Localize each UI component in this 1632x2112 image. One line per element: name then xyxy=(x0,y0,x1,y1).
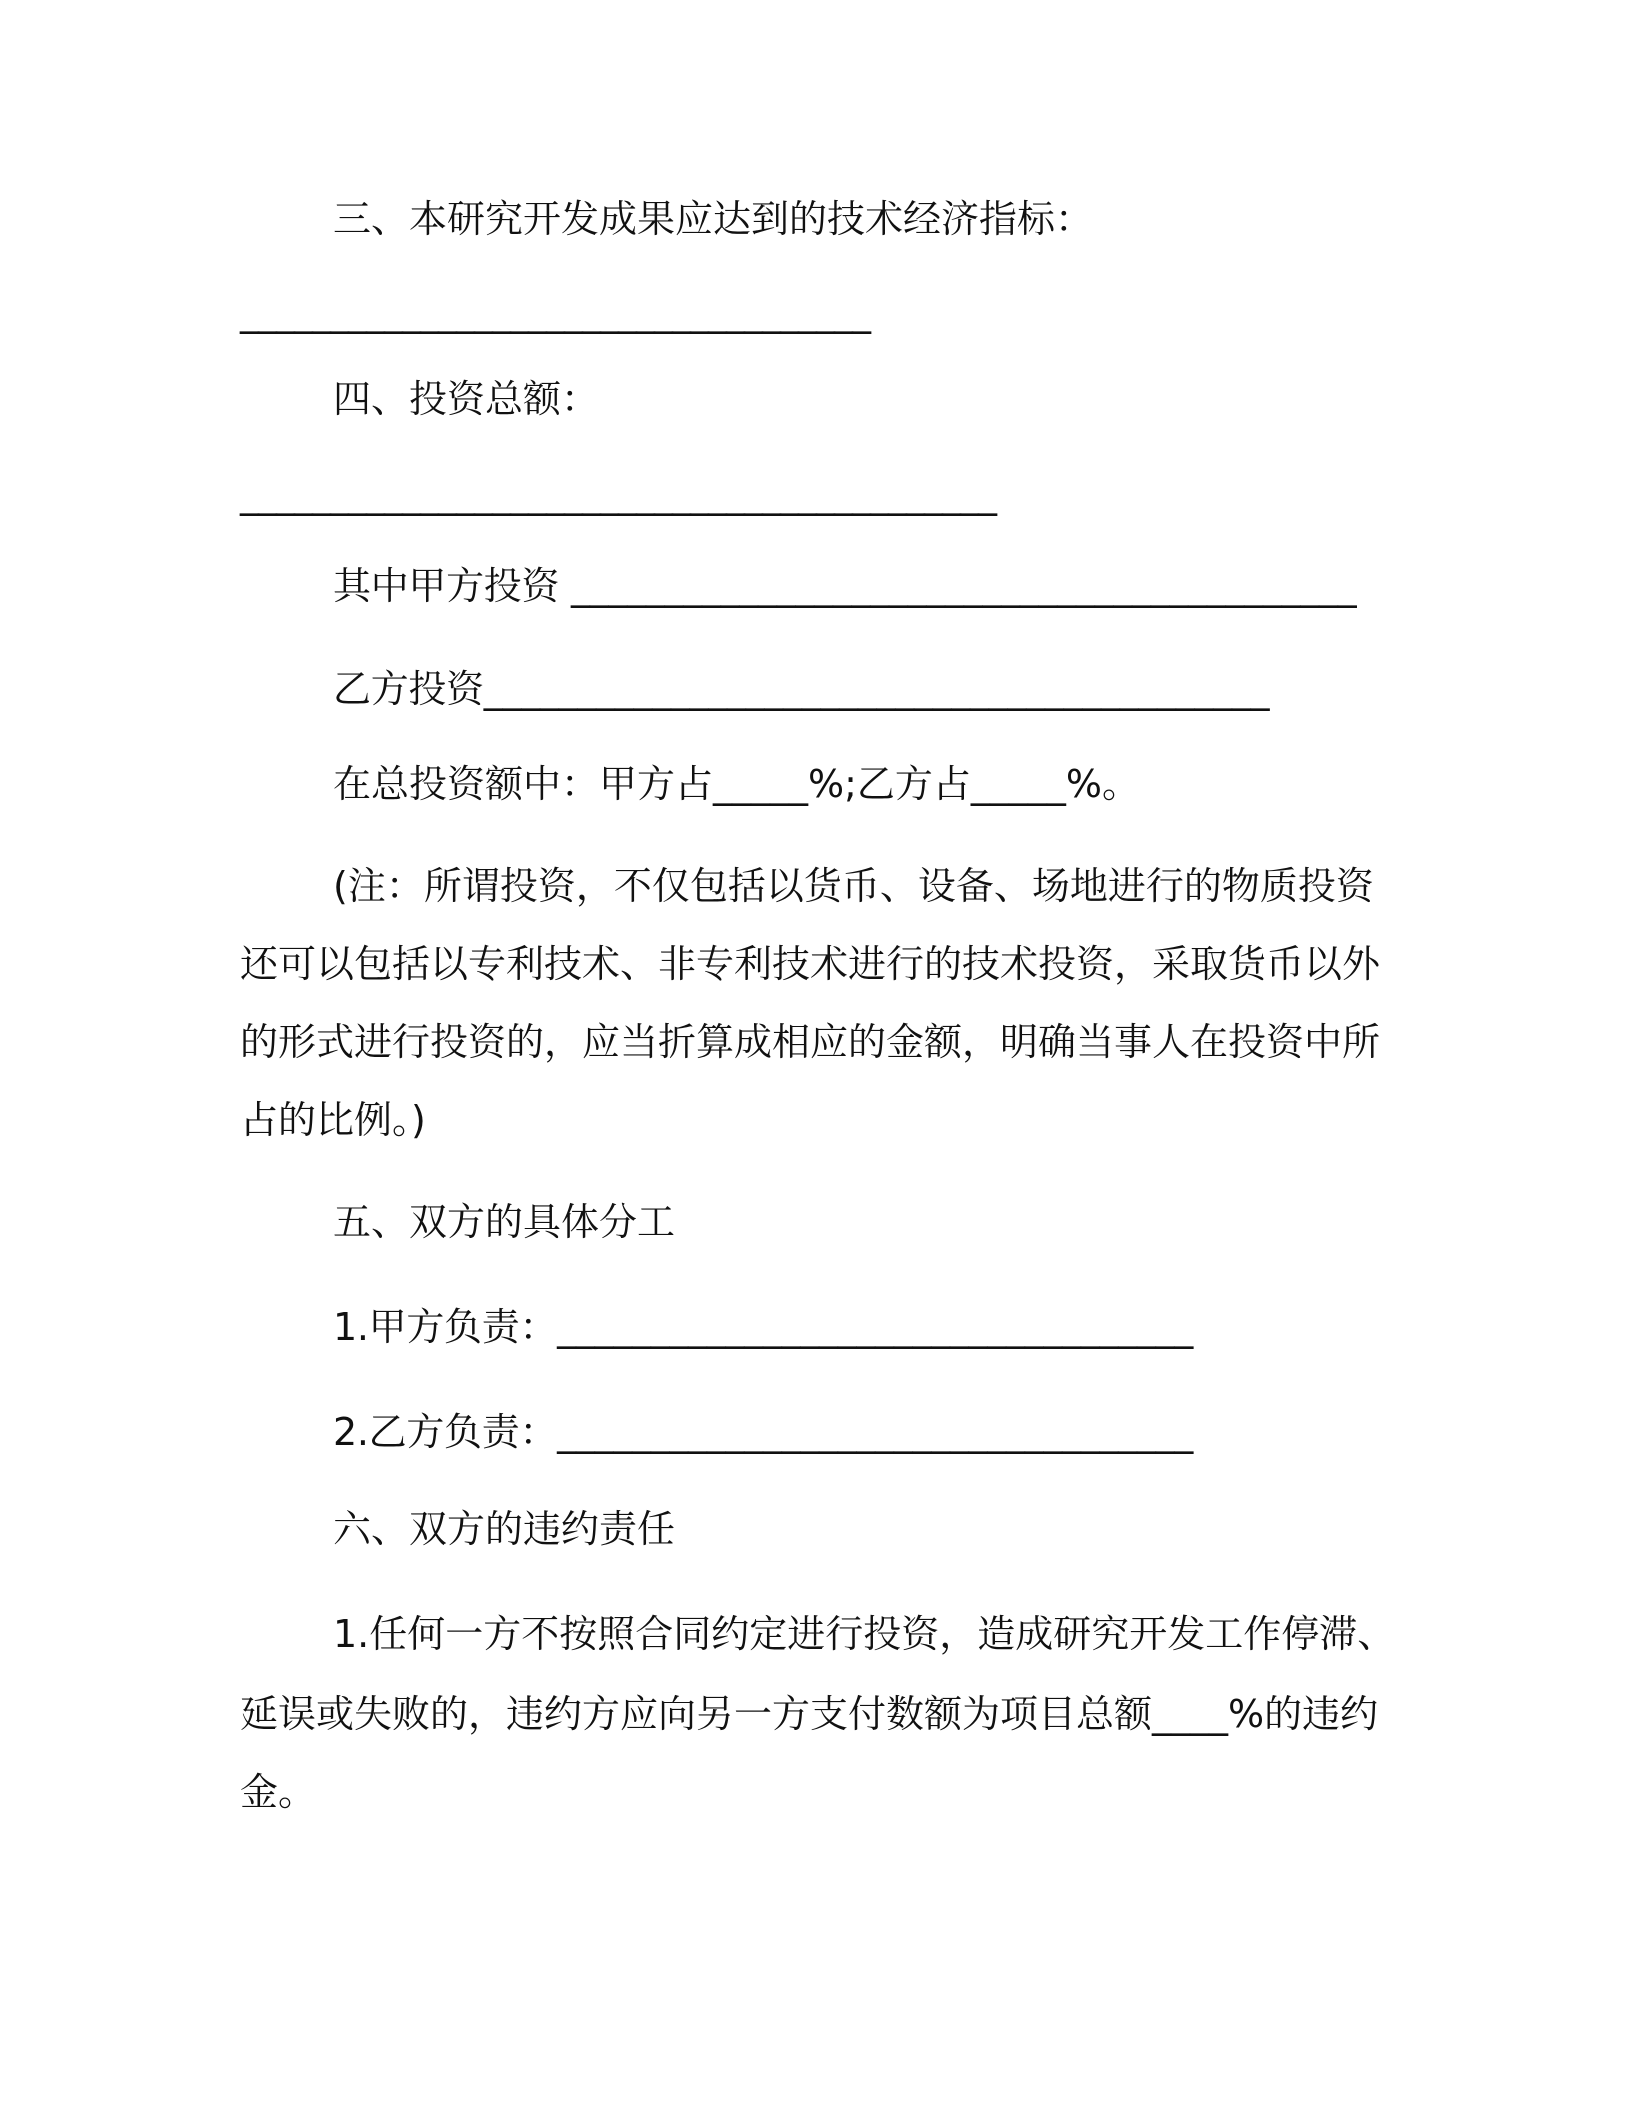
blank-line-indicators: ___________________________________ xyxy=(240,290,870,334)
note-line-1: (注：所谓投资，不仅包括以货币、设备、场地进行的物质投资 xyxy=(333,864,1374,908)
party-b-investment: 乙方投资__________________________________________ xyxy=(333,667,1270,711)
section-4-heading: 四、投资总额： xyxy=(333,377,600,421)
blank-line-total-investment: __________________________________________ xyxy=(240,472,996,516)
section-6-heading: 六、双方的违约责任 xyxy=(333,1507,676,1551)
party-a-investment: 其中甲方投资 __________________________________________ xyxy=(333,564,1357,608)
breach-line-1: 1.任何一方不按照合同约定进行投资，造成研究开发工作停滞、 xyxy=(333,1612,1396,1656)
party-b-duty: 2.乙方负责：__________________________________ xyxy=(333,1410,1193,1454)
breach-line-3: 金。 xyxy=(240,1770,317,1814)
investment-ratio: 在总投资额中：甲方占_____%;乙方占_____%。 xyxy=(333,762,1141,806)
section-3-heading: 三、本研究开发成果应达到的技术经济指标： xyxy=(333,197,1094,241)
party-a-duty: 1.甲方负责：__________________________________ xyxy=(333,1305,1193,1349)
breach-line-2: 延误或失败的，违约方应向另一方支付数额为项目总额____%的违约 xyxy=(240,1692,1379,1736)
note-line-4: 占的比例。) xyxy=(240,1098,426,1142)
note-line-2: 还可以包括以专利技术、非专利技术进行的技术投资，采取货币以外 xyxy=(240,942,1381,986)
note-line-3: 的形式进行投资的，应当折算成相应的金额，明确当事人在投资中所 xyxy=(240,1020,1381,1064)
section-5-heading: 五、双方的具体分工 xyxy=(333,1200,676,1244)
